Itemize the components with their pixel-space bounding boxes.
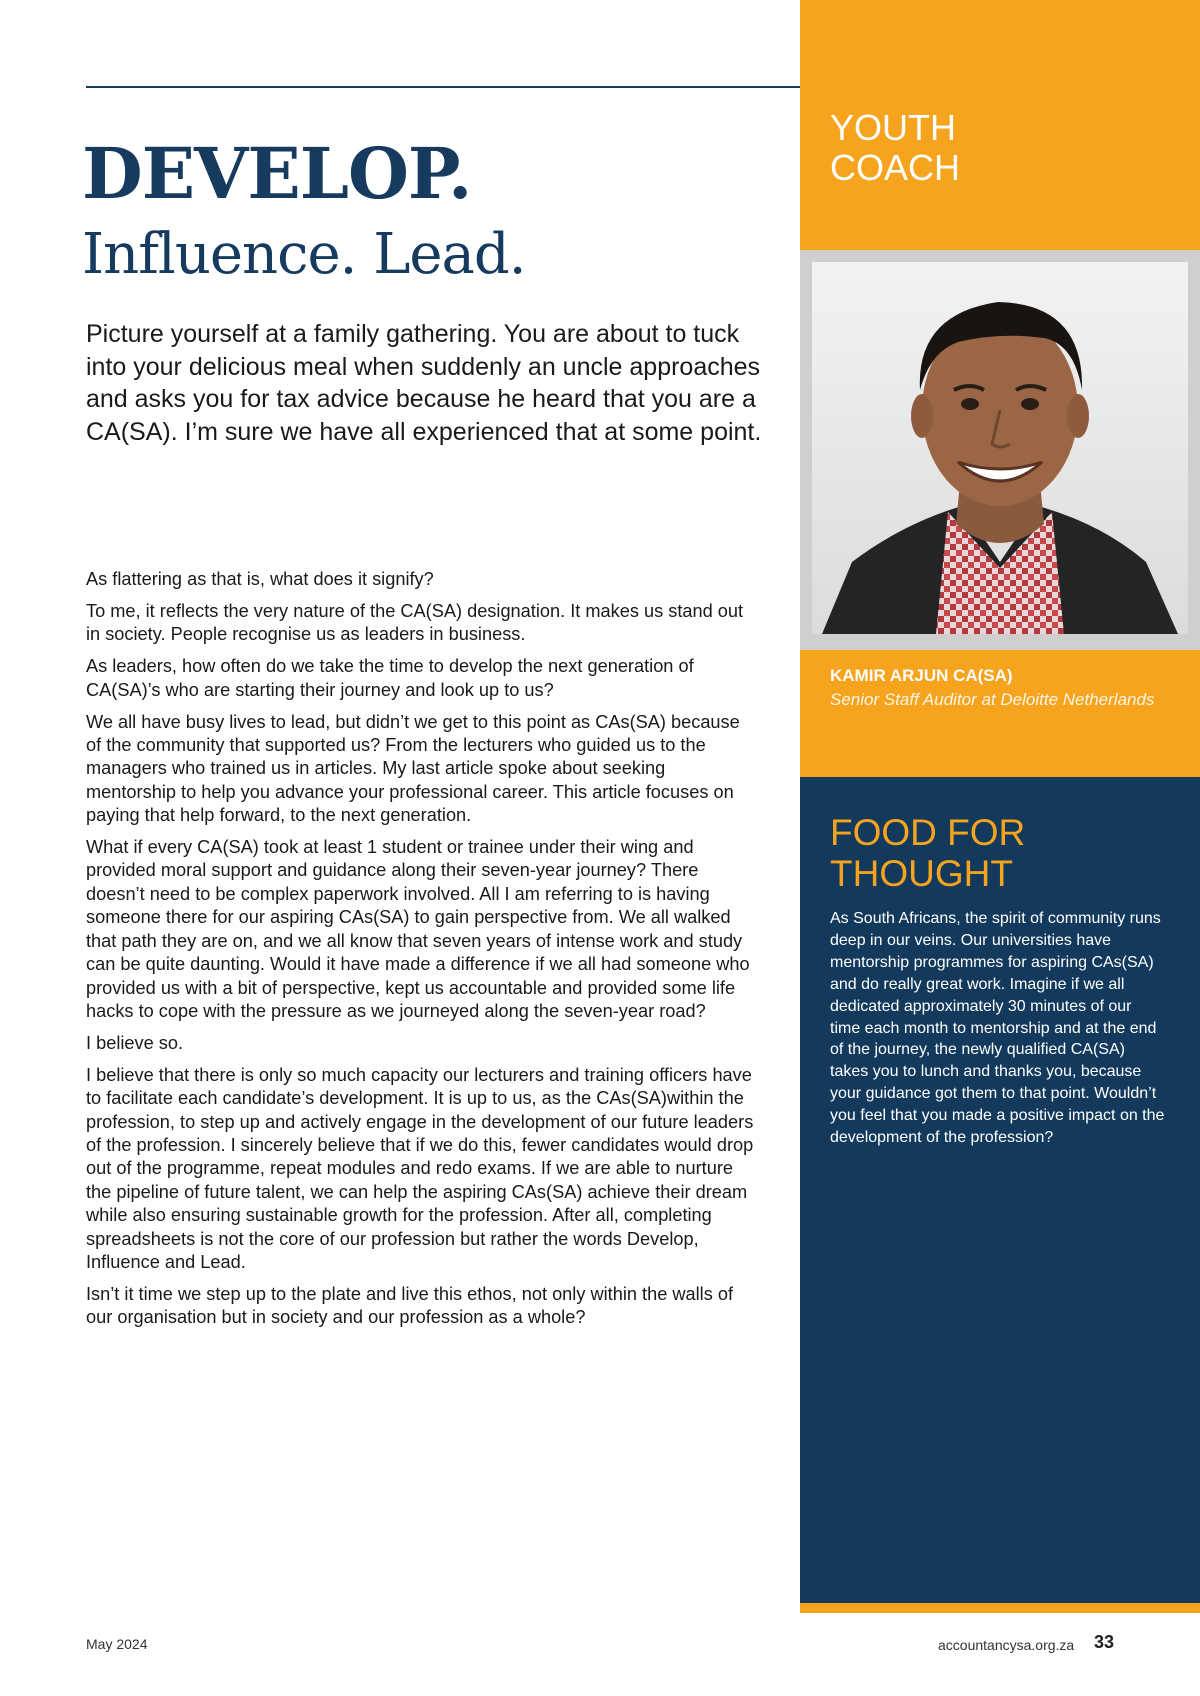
food-heading-line2: THOUGHT xyxy=(830,853,1013,894)
panel-bottom-stripe xyxy=(800,1603,1200,1613)
section-label-line2: COACH xyxy=(830,147,961,188)
headline-develop: DEVELOP. xyxy=(82,132,472,215)
top-rule xyxy=(86,86,800,88)
food-for-thought-text: As South Africans, the spirit of community runs deep in our veins. Our universities have mentorship programmes for aspiring CAs(SA) and do really great work. Imagine if we all dedicated approximately 30 minutes of our time each month to mentorship and at the end of the journey, the newly qualified CA(SA) takes you to lunch and thanks you, because your guidance got them to that point. Wouldn’t you feel that you made a positive impact on the development of the profession? xyxy=(830,910,1165,1147)
body-paragraph: As leaders, how often do we take the time to develop the next generation of CA(SA)’s who are starting their journey and look up to us? xyxy=(86,656,694,700)
food-for-thought-panel xyxy=(800,777,1200,1603)
body-paragraph: To me, it reflects the very nature of the CA(SA) designation. It makes us stand out in society. People recognise us as leaders in business. xyxy=(86,600,744,645)
footer-date: May 2024 xyxy=(86,1636,148,1652)
headline-influence-lead: Influence. Lead. xyxy=(82,222,526,287)
body-paragraph: I believe that there is only so much capacity our lecturers and training officers have to facilitate each candidate’s development. It is up to us, as the CAs(SA)within the profession, to step up and actively engage in the development of our future leaders of the profession. I sincerely believe that if we do this, fewer candidates would drop out of the programme, repeat modules and redo exams. If we are able to nurture the pipeline of future talent, we can help the aspiring CAs(SA) achieve their dream while also ensuring sustainable growth for the profession. After all, completing spreadsheets is not the core of our profession but rather the words Develop, Influence and Lead. xyxy=(86,1064,754,1272)
intro-paragraph: Picture yourself at a family gathering. You are about to tuck into your delicious meal when suddenly an uncle approaches and asks you for tax advice because he heard that you are a CA(SA). I’m sure we have all experienced that at some point. xyxy=(86,320,762,446)
page-number: 33 xyxy=(1094,1632,1115,1652)
author-title: Senior Staff Auditor at Deloitte Netherlands xyxy=(830,690,1155,709)
section-label xyxy=(830,108,960,188)
body-paragraph: Isn’t it time we step up to the plate and live this ethos, not only within the walls of our organisation but in society and our profession as a whole? xyxy=(86,1283,734,1328)
body-paragraph: What if every CA(SA) took at least 1 student or trainee under their wing and provided moral support and guidance along their seven-year journey? There doesn’t need to be complex paperwork involved. All I am referring to is having someone there for our aspiring CAs(SA) to gain perspective from. We all walked that path they are on, and we all know that seven years of intense work and study can be quite daunting. Would it have made a difference if we all had someone who provided us with a bit of perspective, kept us accountable and provided some life hacks to cope with the pressure as we journeyed along the seven-year road? xyxy=(86,837,750,1021)
portrait-illustration xyxy=(812,262,1188,634)
body-paragraph: We all have busy lives to lead, but didn’t we get to this point as CAs(SA) because of the community that supported us? From the lecturers who guided us to the managers who trained us in articles. My last article spoke about seeking mentorship to help you advance your professional career. This article focuses on paying that help forward, to the next generation. xyxy=(86,711,740,826)
food-heading-line1: FOOD FOR xyxy=(830,812,1026,853)
footer-website: accountancysa.org.za xyxy=(938,1637,1075,1653)
food-for-thought-heading xyxy=(830,812,1025,894)
body-paragraph: I believe so. xyxy=(86,1032,184,1053)
section-label-line1: YOUTH xyxy=(830,107,956,148)
article-body xyxy=(86,568,758,1338)
author-name: KAMIR ARJUN CA(SA) xyxy=(830,666,1013,685)
body-paragraph: As flattering as that is, what does it signify? xyxy=(86,569,434,589)
author-photo xyxy=(812,262,1188,634)
